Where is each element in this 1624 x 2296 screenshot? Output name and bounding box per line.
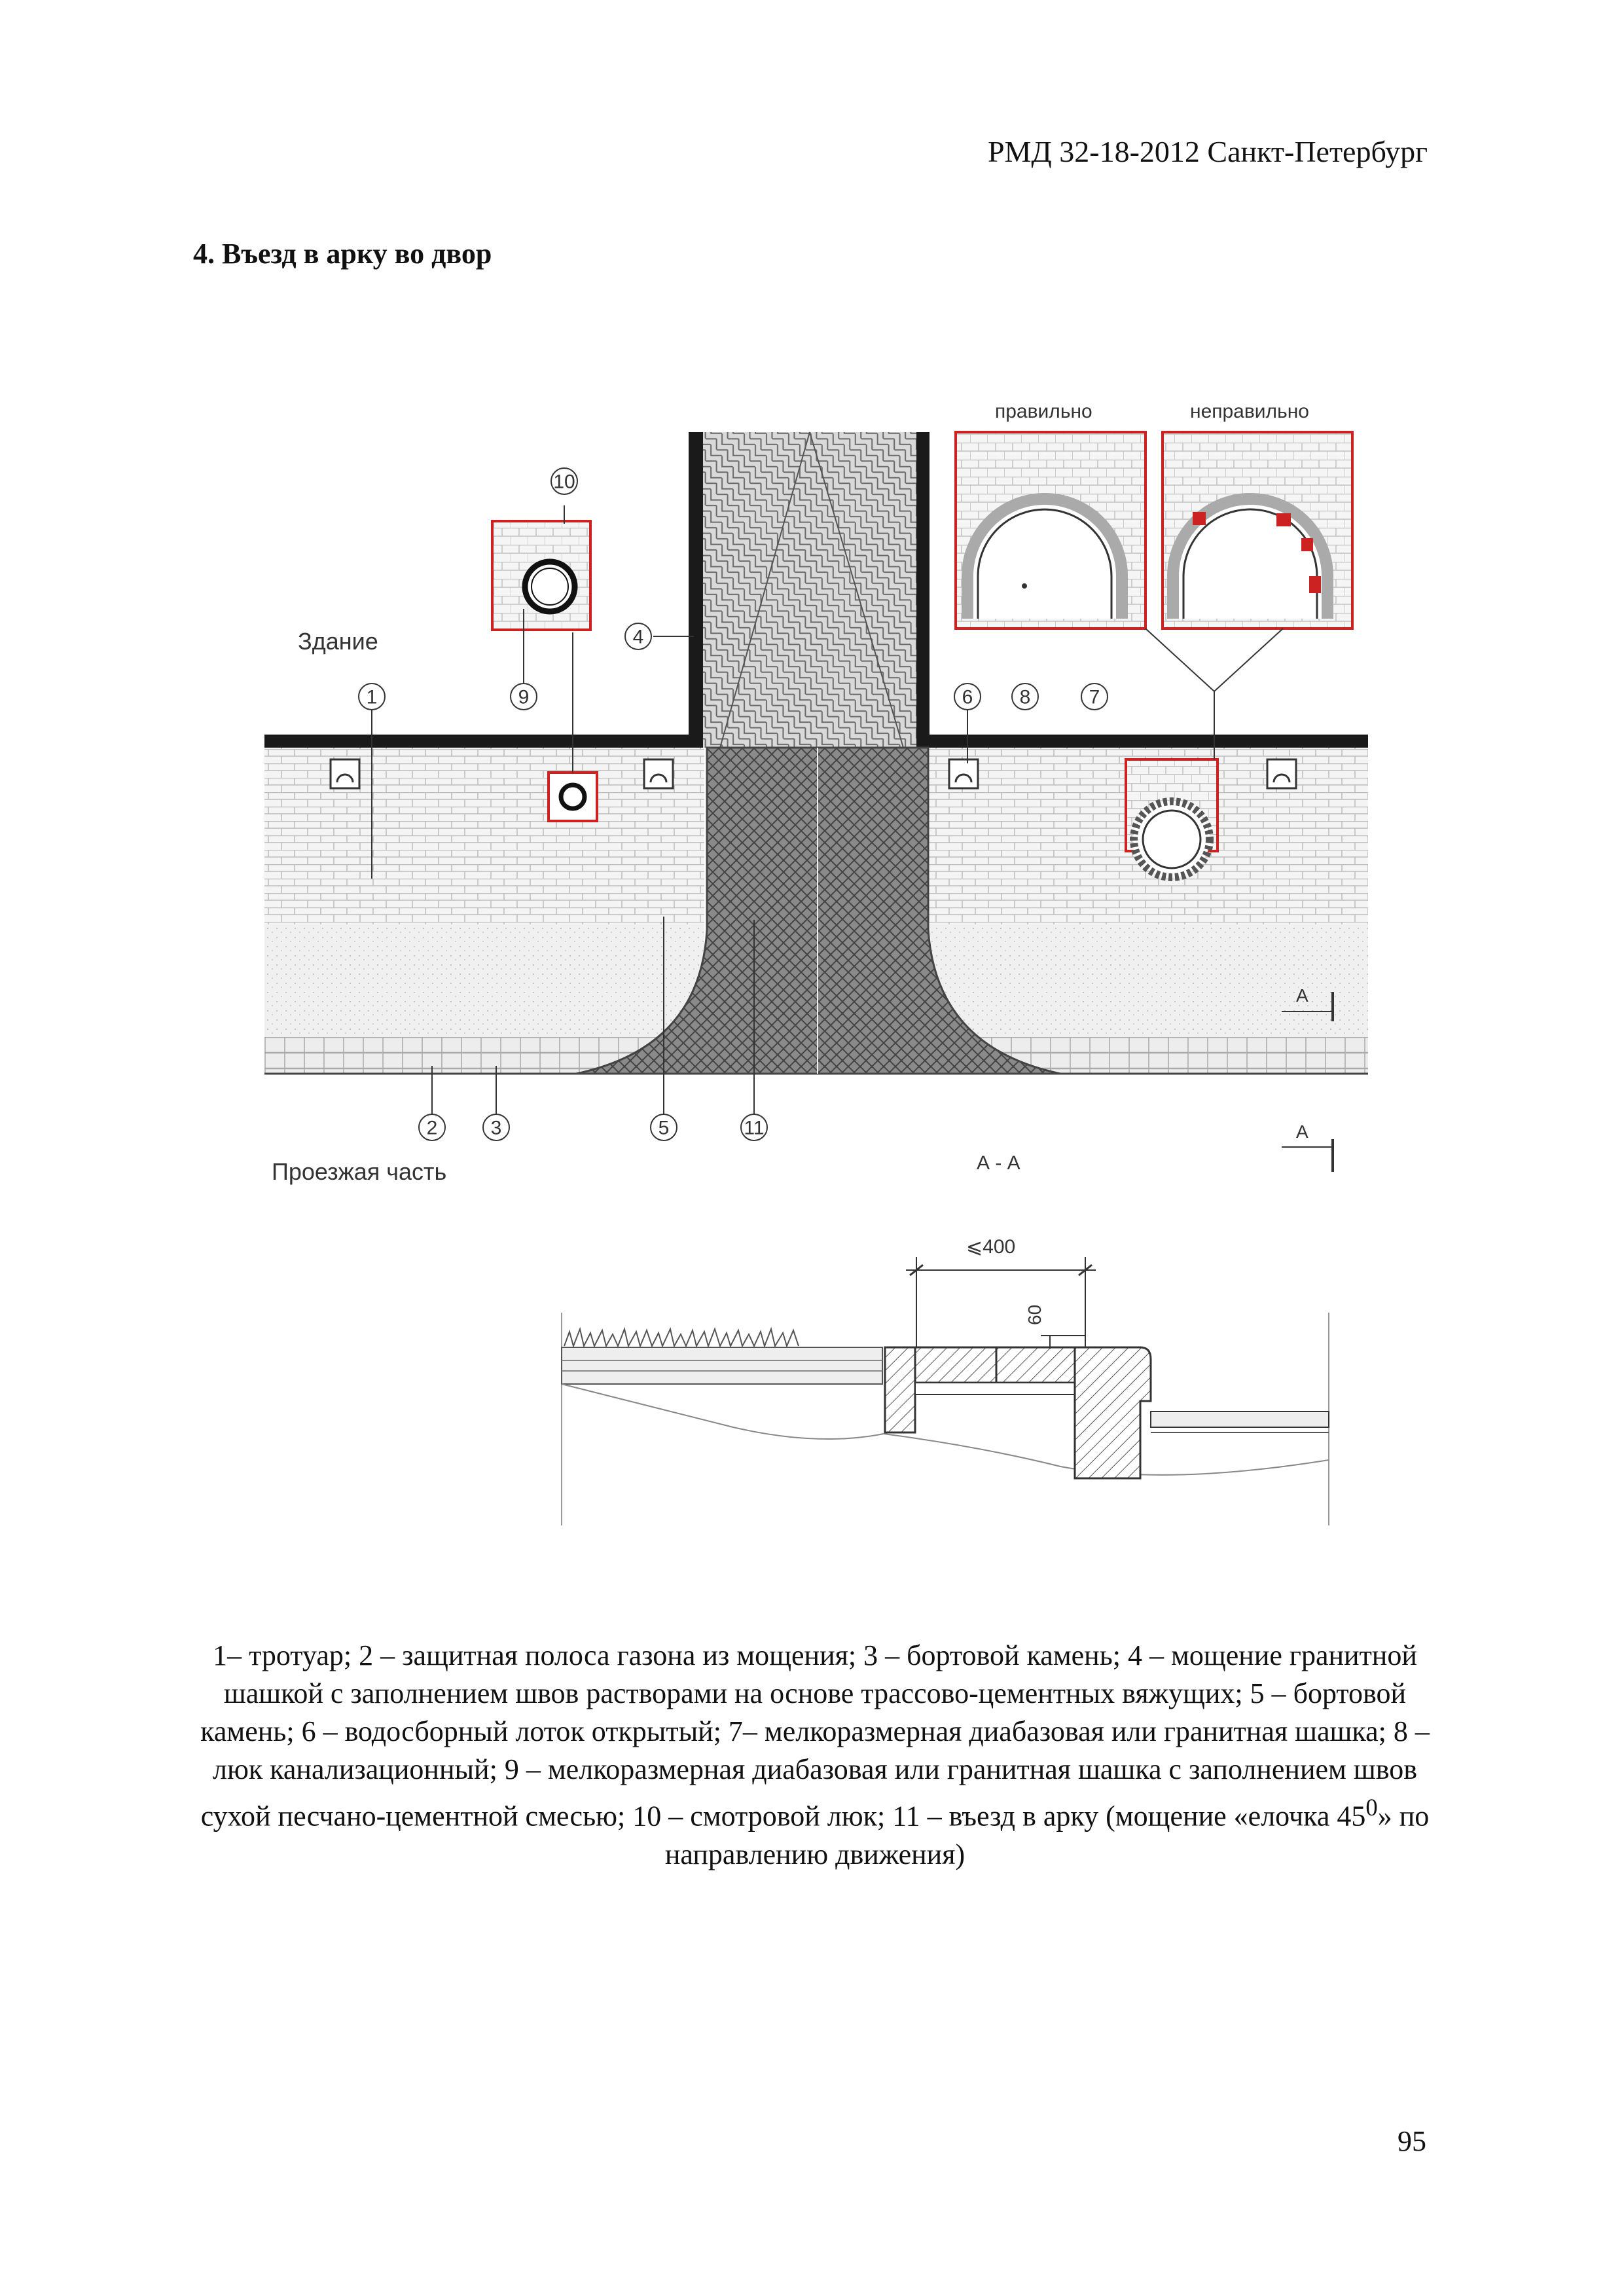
callout-2: 2 [426, 1117, 438, 1139]
building-wall-right [927, 735, 1368, 748]
building-wall-left [264, 735, 707, 748]
section-title: 4. Въезд в арку во двор [193, 238, 492, 270]
caption-text-end: » по направлению движения) [664, 1800, 1430, 1870]
callout-4: 4 [632, 626, 644, 648]
lawn-strip-left [264, 924, 704, 1037]
callout-5: 5 [658, 1117, 670, 1139]
document-header: РМД 32-18-2012 Санкт-Петербург [987, 135, 1428, 168]
section-a-a-drawing [562, 1257, 1329, 1525]
manhole-plan [1126, 759, 1218, 877]
caption-text: 1– тротуар; 2 – защитная полоса газона из мощения; 3 – бортовой камень; 4 – мощение гранитной шашкой с заполнением швов растворами на основе трассово-цементных вяжущих; 5 – бортовой камень; 6 – водосборный лоток открытый; 7– мелкоразмерная диабазовая или гранитная шашка; 8 – люк канализационный; 9 – мелкоразмерная диабазовая или гранитная шашка с заполнением швов сухой песчано-цементной смесью; 10 – смотровой люк; 11 – въезд в арку (мощение «елочка 45 [200, 1639, 1430, 1832]
callout-10: 10 [553, 471, 575, 493]
detail-correct [956, 432, 1146, 629]
label-incorrect: неправильно [1190, 401, 1309, 422]
lawn-strip-right [928, 924, 1368, 1037]
dim-width-label: ⩽400 [966, 1236, 1016, 1258]
arch-wall-left [689, 432, 703, 748]
callout-8: 8 [1019, 686, 1031, 708]
label-building: Здание [298, 628, 378, 655]
detail-incorrect [1163, 432, 1352, 629]
figure-caption [190, 1637, 1440, 1874]
callout-6: 6 [962, 686, 973, 708]
arch-wall-right [916, 432, 929, 748]
callout-9: 9 [518, 686, 530, 708]
detail-inspection-hatch [492, 521, 590, 630]
page-number: 95 [1398, 2125, 1426, 2157]
label-correct: правильно [995, 401, 1092, 422]
section-mark-bottom [1282, 1121, 1333, 1172]
dim-height-label: 60 [1024, 1304, 1045, 1325]
label-roadway: Проезжая часть [272, 1158, 447, 1185]
callout-1: 1 [366, 686, 378, 708]
svg-text:А: А [1296, 1121, 1308, 1142]
caption-degree: 0 [1365, 1794, 1378, 1821]
callout-11: 11 [744, 1117, 765, 1139]
label-section-title: А - А [977, 1152, 1020, 1174]
callout-3: 3 [490, 1117, 502, 1139]
svg-text:А: А [1296, 985, 1308, 1006]
inspection-hatch-plan [549, 773, 597, 821]
arch-paving [703, 432, 916, 748]
callout-7: 7 [1089, 686, 1100, 708]
